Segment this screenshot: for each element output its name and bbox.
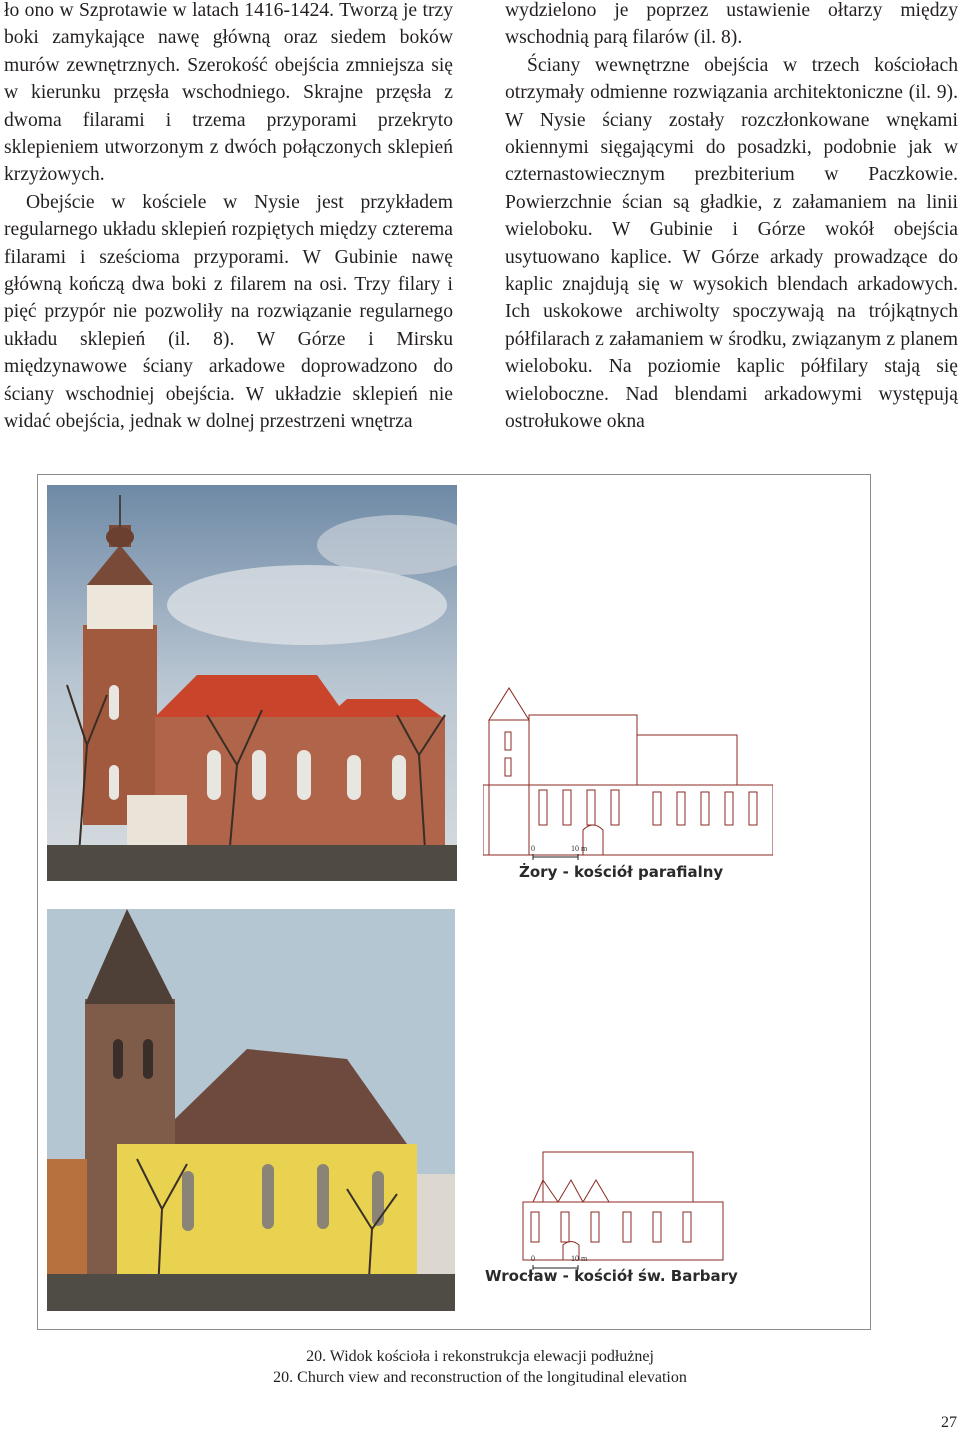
- photo-wroclaw-church: [47, 909, 455, 1311]
- scale-label-zero: 0: [531, 1254, 535, 1263]
- paragraph: ło ono w Szprotawie w latach 1416-1424. Tworzą je trzy boki zamykające nawę główną oraz siedem boków murów zewnętrznych. Szerokość obejścia zmniejsza się w kierunku przęsła wschodniego. Skrajne przęsła z dwoma filarami i trzema przyporami przekryto sklepieniem utworzonym z dwóch połączonych sklepień krzyżowych.: [4, 0, 453, 186]
- text-column-right: [505, 0, 958, 436]
- paragraph: Ściany wewnętrzne obejścia w trzech kościołach otrzymały odmienne rozwiązania architektoniczne (il. 9). W Nysie ściany zostały rozczłonkowane wnękami okiennymi sięgającymi do posadzki, podobnie jak w czternastowiecznym prezbiterium w Paczkowie. Powierzchnie ścian są gładkie, z załamaniem na linii wieloboku. W Gubinie i Górze wokół obejścia usytuowano kaplice. W Górze arkady prowadzące do kaplic znajdują się w wysokich blendach arkadowych. Ich uskokowe archiwolty spoczywają na trójkątnych półfilarach z załamaniem w środku, związanym z planem wieloboku. Na poziomie kaplic półfilary stają się wieloboczne. Nad blendami arkadowymi występują ostrołukowe okna: [505, 54, 958, 433]
- text-column-left: [4, 0, 453, 436]
- paragraph: wydzielono je poprzez ustawienie ołtarzy między wschodnią parą filarów (il. 8).: [505, 0, 958, 49]
- figure-caption-en: 20. Church view and reconstruction of the longitudinal elevation: [273, 1369, 687, 1386]
- figure-frame: [37, 474, 871, 1330]
- elevation-title: Żory - kościół parafialny: [519, 863, 724, 881]
- scale-label-ten: 10 m: [571, 844, 588, 853]
- page-number: 27: [941, 1414, 957, 1431]
- elevation-zory: [483, 680, 773, 880]
- paragraph: Obejście w kościele w Nysie jest przykładem regularnego układu sklepień rozpiętych między czterema filarami i sześcioma przyporami. W Gubinie nawę główną kończą dwa boki z filarem na osi. Trzy filary i pięć przypór nie pozwoliły na rozwiązanie regularnego układu sklepień (il. 8). W Górze i Mirsku międzynawowe ściany arkadowe doprowadzono do ściany wschodniej obejścia. W układzie sklepień nie widać obejścia, jednak w dolnej przestrzeni wnętrza: [4, 191, 453, 433]
- elevation-title: Wrocław - kościół św. Barbary: [485, 1267, 738, 1285]
- figure-caption-pl: 20. Widok kościoła i rekonstrukcja elewacji podłużnej: [306, 1348, 654, 1365]
- scale-label-zero: 0: [531, 844, 535, 853]
- elevation-wroclaw: [483, 1150, 773, 1320]
- photo-zory-church: [47, 485, 457, 881]
- scale-label-ten: 10 m: [571, 1254, 588, 1263]
